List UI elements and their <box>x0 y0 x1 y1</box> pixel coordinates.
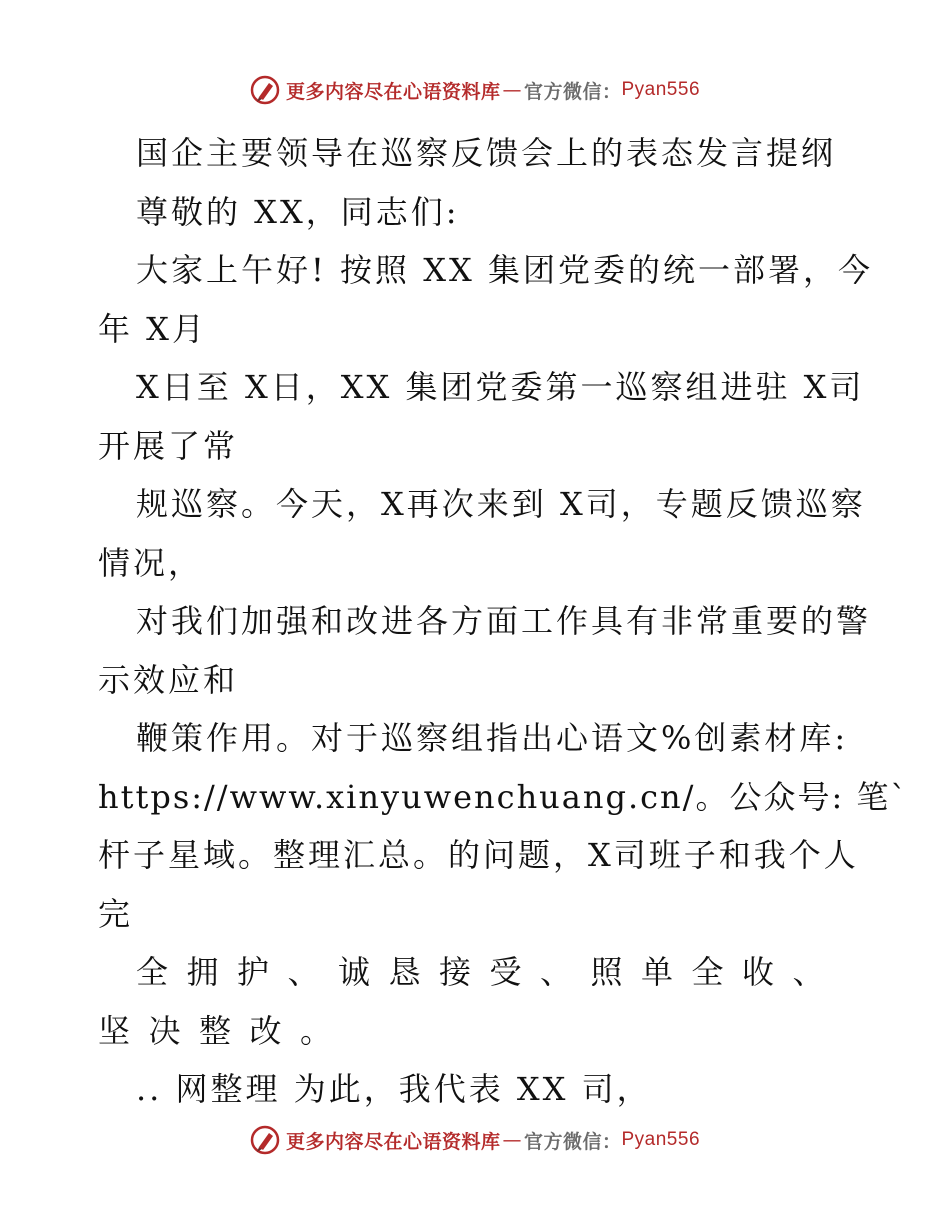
document-body <box>98 124 909 1119</box>
paragraph-line: 开展了常 <box>98 426 239 465</box>
pen-logo-icon <box>250 75 280 105</box>
banner-separator: — <box>502 1129 522 1151</box>
paragraph-line: 年 X月 <box>98 309 207 348</box>
banner-wechat-label: 官方微信： <box>523 1130 622 1153</box>
footer-banner <box>0 1120 950 1160</box>
banner-wechat-id: Pyan556 <box>621 1129 701 1150</box>
paragraph-line: 情况， <box>98 543 204 582</box>
paragraph-line: https://www.xinyuwenchuang.cn/。公众号: 笔` <box>98 777 909 816</box>
paragraph-line: 完 <box>98 894 134 933</box>
paragraph-line: 示效应和 <box>98 660 239 699</box>
banner-wechat-label: 官方微信： <box>523 80 622 103</box>
paragraph-line: .. 网整理 为此，我代表 XX 司， <box>136 1070 652 1108</box>
banner-brand: 更多内容尽在心语资料库 <box>285 80 501 103</box>
banner-wechat-id: Pyan556 <box>621 79 701 100</box>
paragraph-line: 坚决整改。 <box>98 1011 351 1050</box>
banner-separator: — <box>502 79 522 101</box>
paragraph-line: 全拥护、诚恳接受、照单全收、 <box>136 953 844 991</box>
pen-logo-icon <box>250 1125 280 1155</box>
salutation: 尊敬的 XX，同志们: <box>136 192 460 231</box>
document-title: 国企主要领导在巡察反馈会上的表态发言提纲 <box>136 134 837 172</box>
paragraph-line: 大家上午好! 按照 XX 集团党委的统一部署，今 <box>136 251 873 289</box>
paragraph-line: 鞭策作用。对于巡察组指出心语文%创素材库: <box>136 719 849 757</box>
banner-brand: 更多内容尽在心语资料库 <box>285 1130 501 1153</box>
paragraph-line: 杆子星域。整理汇总。的问题，X司班子和我个人 <box>98 836 859 874</box>
header-banner <box>0 70 950 110</box>
paragraph-line: 规巡察。今天，X再次来到 X司，专题反馈巡察 <box>136 485 866 523</box>
paragraph-line: 对我们加强和改进各方面工作具有非常重要的警 <box>136 602 872 640</box>
paragraph-line: X日至 X日，XX 集团党委第一巡察组进驻 X司 <box>136 368 865 406</box>
